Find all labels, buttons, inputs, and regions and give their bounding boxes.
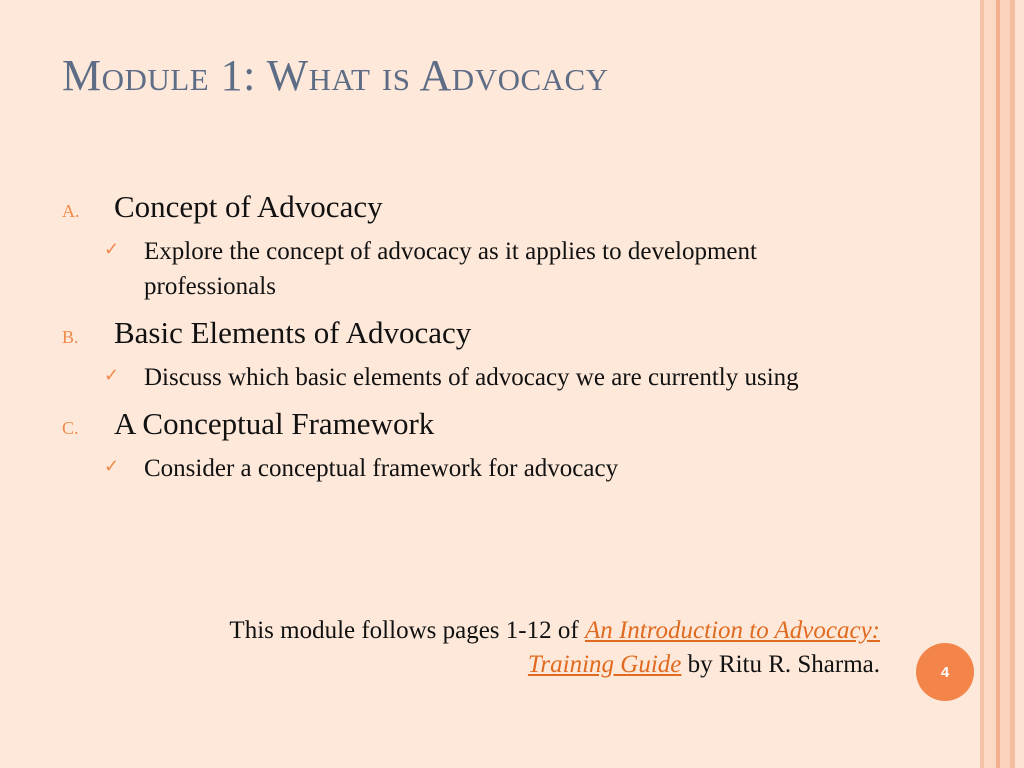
item-heading: Concept of Advocacy (114, 189, 383, 224)
decorative-side-stripes (980, 0, 1024, 768)
item-heading: A Conceptual Framework (114, 406, 435, 441)
page-number-badge: 4 (916, 643, 974, 701)
note-suffix: by Ritu R. Sharma. (681, 651, 880, 678)
stripe (1015, 0, 1024, 768)
item-heading: Basic Elements of Advocacy (114, 315, 472, 350)
citation-link[interactable]: An Introduction to Advocacy: Training Guide (527, 617, 880, 678)
outline-item-c (62, 405, 892, 486)
checkmark-icon: ✓ (104, 456, 120, 476)
item-marker: A. (62, 201, 80, 221)
outline-item-b (62, 314, 892, 395)
item-marker: B. (62, 327, 79, 347)
source-note (180, 614, 880, 682)
checkmark-icon: ✓ (104, 365, 120, 385)
item-marker: C. (62, 418, 79, 438)
stripe (984, 0, 996, 768)
stripe (1000, 0, 1010, 768)
item-detail: Discuss which basic elements of advocacy we are currently using (144, 364, 799, 391)
note-prefix: This module follows pages 1-12 of (229, 617, 585, 644)
module-outline (62, 188, 892, 486)
slide-title: Module 1: What is Advocacy (62, 51, 609, 100)
checkmark-icon: ✓ (104, 239, 120, 259)
item-detail: Explore the concept of advocacy as it applies to development professionals (144, 238, 757, 300)
outline-item-a (62, 188, 892, 304)
item-detail: Consider a conceptual framework for advocacy (144, 455, 619, 482)
